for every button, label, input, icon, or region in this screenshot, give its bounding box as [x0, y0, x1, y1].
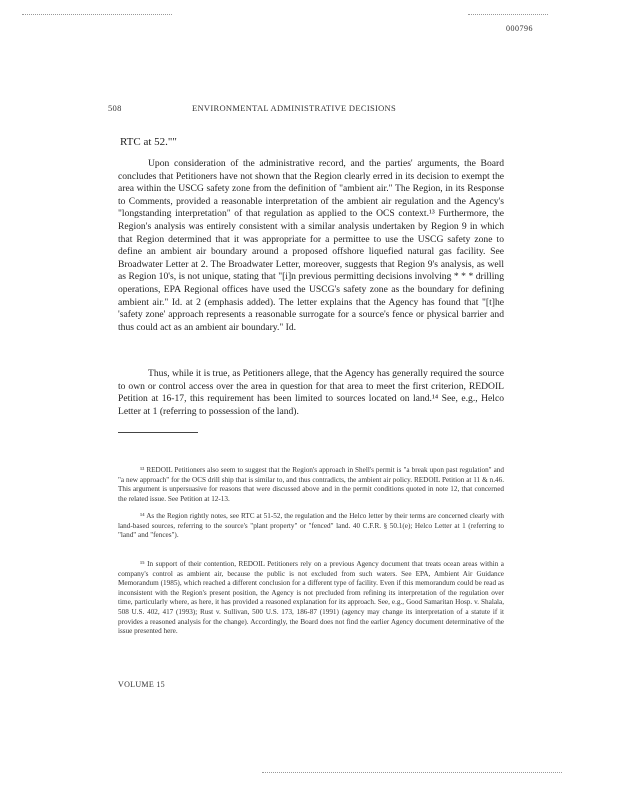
- page-number: 508: [108, 103, 122, 113]
- paragraph-text: Thus, while it is true, as Petitioners allege, that the Agency has generally required the source to own or control access over the area in question for that area to meet the first criterion, REDOIL Petition at 16-17, this requirement has been limited to sources located on land.¹⁴ See, e.g., Helco Letter at 1 (referring to possession of the land).: [118, 368, 504, 417]
- footnote-2: [118, 512, 504, 541]
- footnote-text: ¹³ REDOIL Petitioners also seem to suggest that the Region's approach in Shell's permit is "a break upon past regulation" and "a new approach" for the OCS drill ship that is similar to, and thus contradicts, the ambient air policy. REDOIL Petition at 11 & n.46. This argument is unpersuasive for reasons that were discussed above and in the permit conditions quoted in note 12, that concerned the related issue. See Petition at 12-13.: [118, 466, 504, 503]
- footnote-divider: [118, 432, 198, 433]
- running-head: [108, 103, 508, 113]
- footnote-text: ¹⁵ In support of their contention, REDOIL Petitioners rely on a previous Agency document that treats ocean areas within a company's control as ambient air, because the public is not excluded from such waters. See EPA, Ambient Air Guidance Memorandum (1985), which reached a different conclusion for a different type of facility. Even if this memorandum could be read as inconsistent with the Region's present position, the Agency is not precluded from refining its interpretation of the regulation over time, particularly where, as here, it has provided a reasoned explanation for its approach. See, e.g., Good Samaritan Hosp. v. Shalala, 508 U.S. 402, 417 (1993); Rust v. Sullivan, 500 U.S. 173, 186-87 (1991) (agency may change its interpretation of a statute if it provides a reasoned analysis for the change). Accordingly, the Board does not find the earlier Agency document determinative of the issue presented here.: [118, 560, 504, 636]
- paragraph-text: Upon consideration of the administrative record, and the parties' arguments, the Board concludes that Petitioners have not shown that the Region clearly erred in its decision to exempt the area within the USCG safety zone from the definition of "ambient air." The Region, in its Response to Comments, provided a reasonable interpretation of the ambient air regulation and the Agency's "longstanding interpretation" of that regulation as applied to the OCS context.¹³ Furthermore, the Region's analysis was entirely consistent with a similar analysis undertaken by Region 9 in which that Region determined that it was appropriate for a permittee to use the USCG safety zone to define an ambient air boundary around a proposed offshore liquefied natural gas facility. See Broadwater Letter at 2. The Broadwater Letter, moreover, suggests that Region 9's analysis, as well as Region 10's, is not unique, stating that "[i]n previous permitting decisions involving * * * drilling operations, EPA Regional offices have used the USCG's safety zone as the boundary for defining ambient air." Id. at 2 (emphasis added). The letter explains that the Agency has found that "[t]he 'safety zone' approach represents a reasonable surrogate for a source's fence or physical barrier and thus could act as an ambient air boundary." Id.: [118, 158, 504, 333]
- top-scan-dots-left: [22, 14, 172, 15]
- footnote-text: ¹⁴ As the Region rightly notes, see RTC at 51-52, the regulation and the Helco letter by their terms are concerned clearly with land-based sources, referring to the source's "plant property" or "fenced" land. 40 C.F.R. § 50.1(e); Helco Letter at 1 (referring to "land" and "fences").: [118, 512, 504, 540]
- body-paragraph-2: [118, 368, 504, 418]
- footnote-1: [118, 466, 504, 504]
- top-scan-dots-right: [468, 14, 548, 15]
- bottom-scan-dots: [262, 772, 562, 773]
- running-head-title: ENVIRONMENTAL ADMINISTRATIVE DECISIONS: [192, 103, 397, 113]
- document-id-code: 000796: [506, 24, 533, 33]
- case-reference: RTC at 52."": [120, 136, 177, 148]
- body-paragraph-1: [118, 158, 504, 334]
- footnote-3: [118, 560, 504, 637]
- volume-label: VOLUME 15: [118, 680, 165, 689]
